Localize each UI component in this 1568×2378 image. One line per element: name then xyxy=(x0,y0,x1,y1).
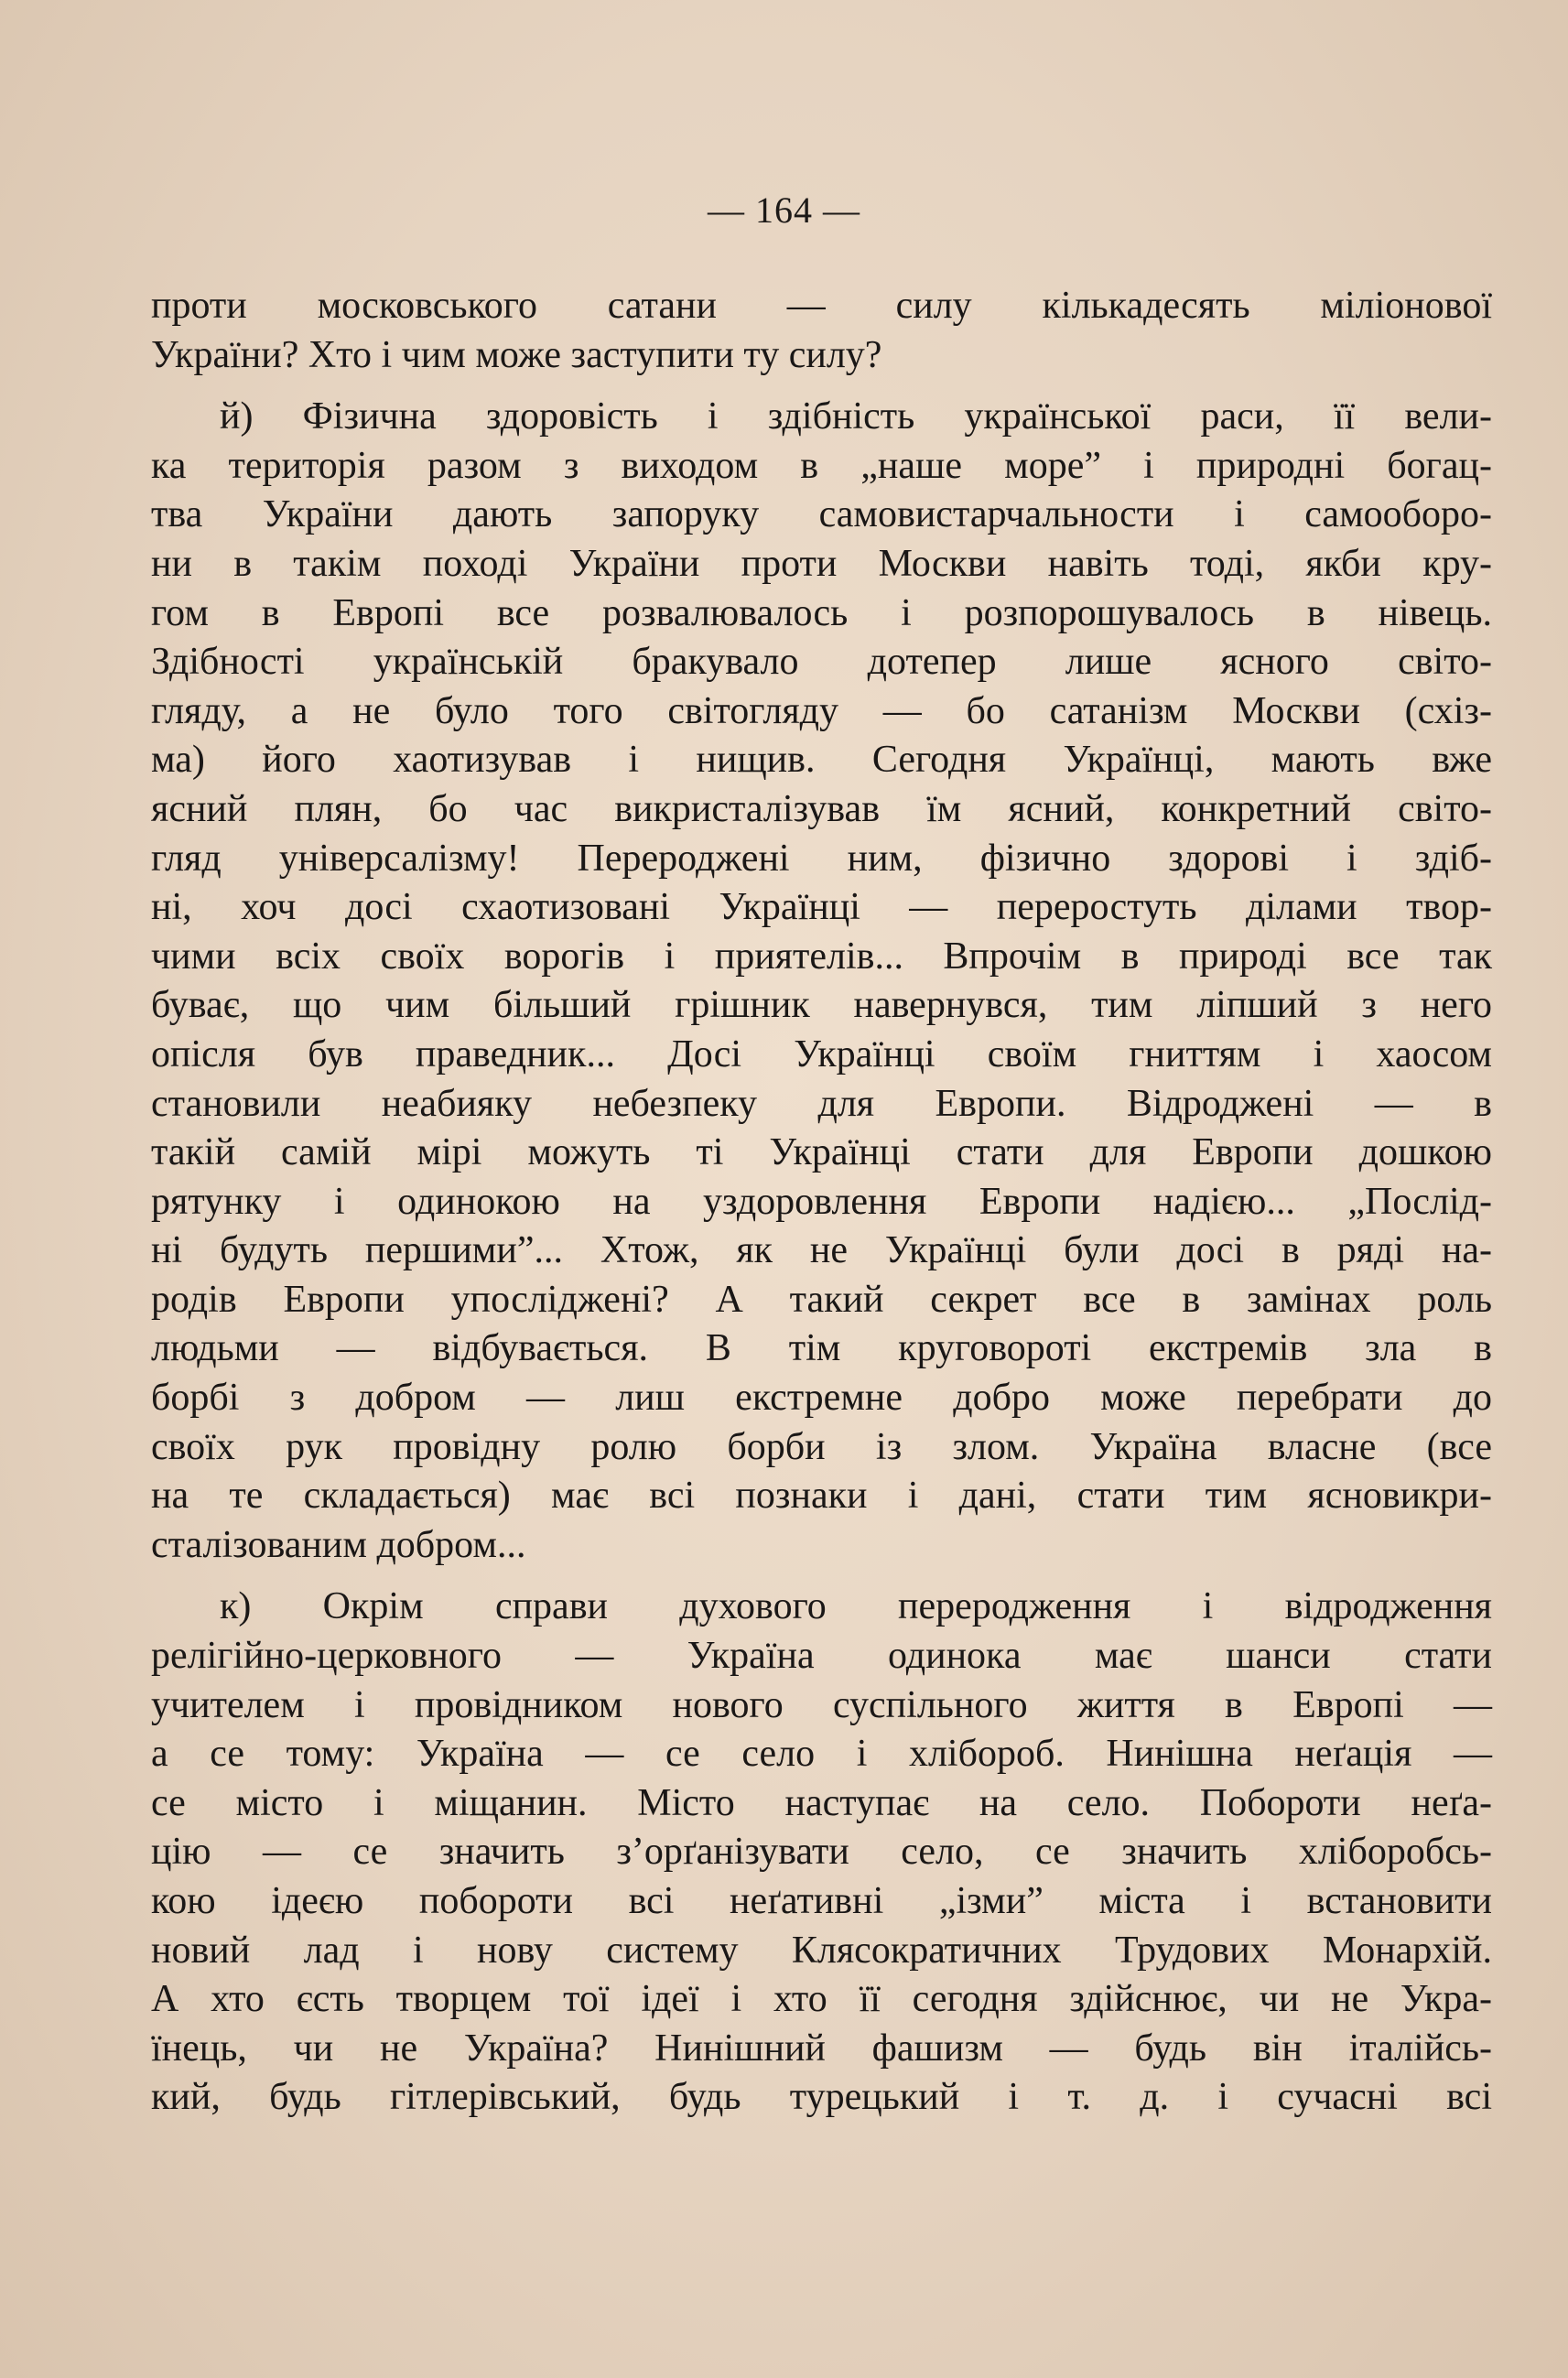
text-line: чими всіх своїх ворогів і приятелів... Впрочім в природі все так xyxy=(151,935,1492,978)
page-number: — 164 — xyxy=(708,189,860,231)
text-line: на те складається) має всі познаки і дані, стати тим ясновикри- xyxy=(151,1475,1492,1518)
text-line: України? Хто і чим може заступити ту силу? xyxy=(151,333,882,376)
text-line: ні будуть першими”... Хтож, як не Українці були досі в ряді на- xyxy=(151,1229,1492,1272)
paragraph-gap xyxy=(151,380,1492,393)
text-line: цію — се значить з’орґанізувати село, се значить хліборобсь- xyxy=(151,1831,1492,1874)
text-line: гом в Европі все розвалювалось і розпорошувалось в нівець. xyxy=(151,591,1492,634)
text-line: становили неабияку небезпеку для Европи. Відроджені — в xyxy=(151,1082,1492,1125)
text-line: буває, що чим більший грішник навернувся, тим ліпший з него xyxy=(151,984,1492,1027)
text-line: гляду, а не було того світогляду — бо сатанізм Москви (схіз- xyxy=(151,689,1492,732)
text-line: ні, хоч досі схаотизовані Українці — переростуть ділами твор- xyxy=(151,886,1492,929)
text-line: А хто єсть творцем тої ідеї і хто її сегодня здійснює, чи не Укра- xyxy=(151,1978,1492,2021)
text-line: гляд універсалізму! Переродженi ним, фізично здорові і здіб- xyxy=(151,837,1492,880)
text-line: ка територія разом з виходом в „наше море” і природні богац- xyxy=(151,444,1492,487)
text-line: учителем і провідником нового суспільного життя в Европі — xyxy=(151,1683,1492,1726)
text-line: кою ідеєю побороти всі неґативні „ізми” міста і встановити xyxy=(151,1880,1492,1922)
text-line: ясний плян, бо час викристалізував їм ясний, конкретний світо- xyxy=(151,787,1492,830)
text-line: проти московського сатани — силу кількадесять міліонової xyxy=(151,285,1492,327)
text-line: тва України дають запоруку самовистарчальности і самооборо- xyxy=(151,493,1492,536)
text-line: їнець, чи не Україна? Нинішний фашизм — будь він італійсь- xyxy=(151,2027,1492,2070)
text-line: ни в такім поході України проти Москви навіть тоді, якби кру- xyxy=(151,542,1492,585)
text-line: опісля був праведник... Досі Українці своїм гниттям і хаосом xyxy=(151,1032,1492,1076)
text-line: родів Европи упосліджені? А такий секрет все в замінах роль xyxy=(151,1278,1492,1321)
text-line: сталізованим добром... xyxy=(151,1523,526,1566)
text-line: а се тому: Україна — се село і хлібороб. Нинішна неґація — xyxy=(151,1733,1492,1776)
text-line: й) Фізична здоровість і здібність української раси, її вели- xyxy=(220,395,1492,438)
text-line: такій самій мірі можуть ті Українці стати для Европи дошкою xyxy=(151,1131,1492,1174)
text-line: новий лад і нову систему Клясократичних Трудових Монархій. xyxy=(151,1929,1492,1972)
text-line: своїх рук провідну ролю борби із злом. Україна власне (все xyxy=(151,1425,1492,1468)
text-line: кий, будь гітлерівський, будь турецький і т. д. і сучасні всі xyxy=(151,2076,1492,2119)
paragraph-gap xyxy=(151,1570,1492,1583)
page-body-text xyxy=(151,282,1492,2123)
text-line: се місто і міщанин. Місто наступає на село. Побороти неґа- xyxy=(151,1781,1492,1824)
text-line: рятунку і одинокою на уздоровлення Европи надією... „Послід- xyxy=(151,1180,1492,1223)
text-line: к) Окрім справи духового переродження і відродження xyxy=(220,1585,1492,1628)
text-line: ма) його хаотизував і нищив. Сегодня Українці, мають вже xyxy=(151,739,1492,782)
text-line: людьми — відбувається. В тім круговороті екстремів зла в xyxy=(151,1327,1492,1370)
text-line: борбі з добром — лиш екстремне добро може перебрати до xyxy=(151,1377,1492,1420)
text-line: Здібності українській бракувало дотепер лише ясного світо- xyxy=(151,641,1492,684)
text-line: релігійно-церковного — Україна одинока має шанси стати xyxy=(151,1635,1492,1678)
